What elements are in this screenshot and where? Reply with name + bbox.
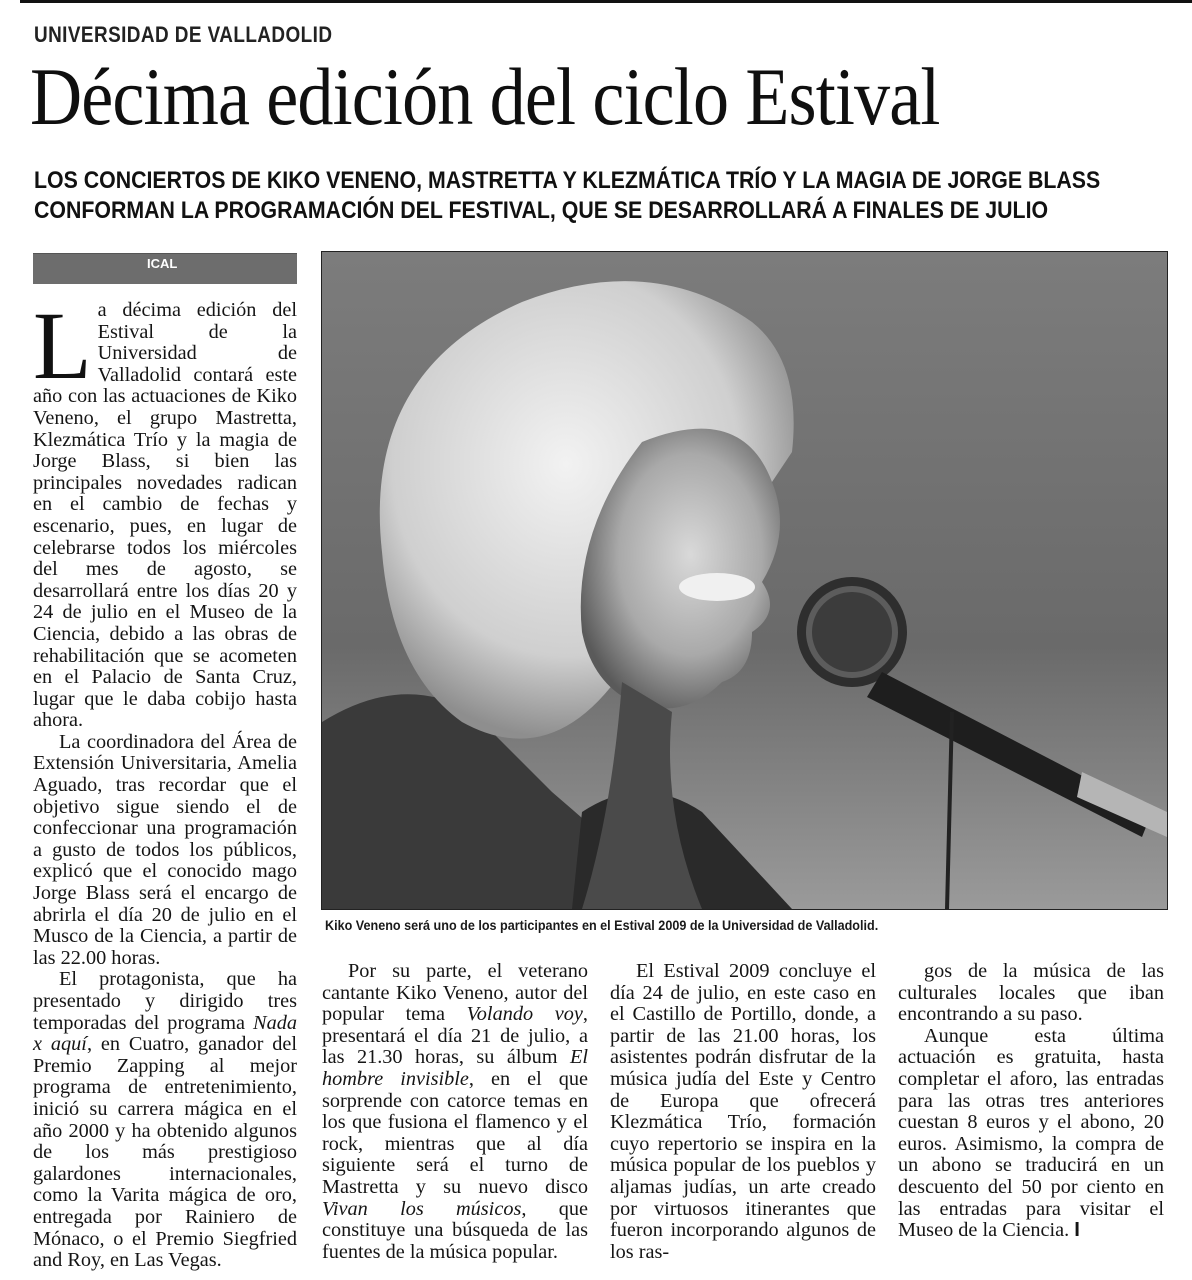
- paragraph-6-text: Aunque esta última actuación es gratuita, hasta completar el aforo, las entradas para las otras tres anteriores cuestan 8 euros y el abono, 20 euros. Asimismo, la compra de un abono se traducirá en un descuento del 50 por ciento en las entradas para visitar el Museo de la Ciencia.: [898, 1024, 1164, 1242]
- subheadline: [34, 166, 1156, 226]
- article-column-4: [898, 961, 1164, 1242]
- paragraph-5: El Estival 2009 concluye el día 24 de julio, en este caso en el Castillo de Portillo, donde, a partir de las 21.00 horas, los asistentes podrán disfrutar de la música judía del Este y Centro de Europa que ofrecerá Klezmática Trío, formación cuyo repertorio se inspira en la música popular de los pueblos y aljamas judías, un arte creado por virtuosos itinerantes que fueron incorporando algunos de los ras-: [610, 960, 876, 1263]
- drop-cap: L: [33, 292, 92, 399]
- paragraph-4-text-b: , presentará el día 21 de julio, a las 21.30 horas, su álbum: [322, 1003, 588, 1069]
- section-label: UNIVERSIDAD DE VALLADOLID: [34, 22, 333, 47]
- paragraph-4: [322, 961, 588, 1263]
- paragraph-6: [898, 1026, 1164, 1242]
- paragraph-4-text-a: Por su parte, el veterano cantante Kiko Veneno, autor del popular tema: [322, 960, 588, 1026]
- photo-illustration: [322, 252, 1167, 909]
- paragraph-3-text-a: El protagonista, que ha presentado y dirigido tres temporadas del programa: [33, 968, 297, 1034]
- article-column-3: [610, 961, 876, 1263]
- headline: Décima edición del ciclo Estival: [30, 51, 940, 142]
- paragraph-3-text-b: , en Cuatro, ganador del Premio Zapping al mejor programa de entretenimiento, inició su carrera mágica en el año 2000 y ha obtenido algunos de los más prestigioso galardones internacionales, como la Varita mágica de oro, entregada por Rainiero de Mónaco, o el Premio Siegfried and Roy, en Las Vegas.: [33, 1033, 297, 1272]
- paragraph-4-text-c: , en el que sorprende con catorce temas en los que fusiona el flamenco y el rock, mientras que al día siguiente será el turno de Mastretta y su nuevo disco: [322, 1067, 589, 1198]
- paragraph-1: [33, 292, 297, 732]
- program-title: Nada x aquí: [33, 1011, 297, 1056]
- subheadline-line-1: LOS CONCIERTOS DE KIKO VENENO, MASTRETTA Y KLEZMÁTICA TRÍO Y LA MAGIA DE JORGE BLASS: [34, 167, 1101, 194]
- photo-kiko-veneno: [321, 251, 1168, 910]
- paragraph-5-continued: gos de la música de las culturales locales que iban encontrando a su paso.: [898, 960, 1164, 1026]
- paragraph-4-text-d: , que constituye una búsqueda de las fuentes de la música popular.: [322, 1197, 588, 1263]
- end-mark: I: [1074, 1219, 1080, 1242]
- subheadline-line-2: CONFORMAN LA PROGRAMACIÓN DEL FESTIVAL, QUE SE DESARROLLARÁ A FINALES DE JULIO: [34, 197, 1049, 224]
- source-label: ICAL: [147, 256, 178, 271]
- disc-title: Vivan los músicos: [322, 1197, 522, 1220]
- paragraph-1-text: a décima edición del Estival de la Universidad de Valladolid contará este año con las actuaciones de Kiko Veneno, el grupo Mastretta, Klezmática Trío y la magia de Jorge Blass, si bien las principales novedades radican en el cambio de fechas y escenario, pues, en lugar de celebrarse todos los miércoles del mes de agosto, se desarrollará entre los días 20 y 24 de julio en el Museo de la Ciencia, debido a las obras de rehabilitación que se acometen en el Palacio de Santa Cruz, lugar que le daba cobijo hasta ahora.: [33, 299, 297, 732]
- top-rule: [20, 0, 1192, 3]
- paragraph-2: La coordinadora del Área de Extensión Universitaria, Amelia Aguado, tras recordar que el objetivo sigue siendo el de confeccionar una programación a gusto de todos los públicos, explicó que el conocido mago Jorge Blass será el encargo de abrirla el día 20 de julio en el Musco de la Ciencia, a partir de las 22.00 horas.: [33, 730, 297, 969]
- album-title: El hombre invisible: [322, 1046, 588, 1090]
- article-column-1: [33, 292, 297, 1272]
- article-column-2: [322, 961, 588, 1263]
- photo-caption: Kiko Veneno será uno de los participantes en el Estival 2009 de la Universidad de Valladolid.: [325, 917, 879, 933]
- song-title: Volando voy: [466, 1003, 583, 1026]
- paragraph-3: [33, 969, 297, 1271]
